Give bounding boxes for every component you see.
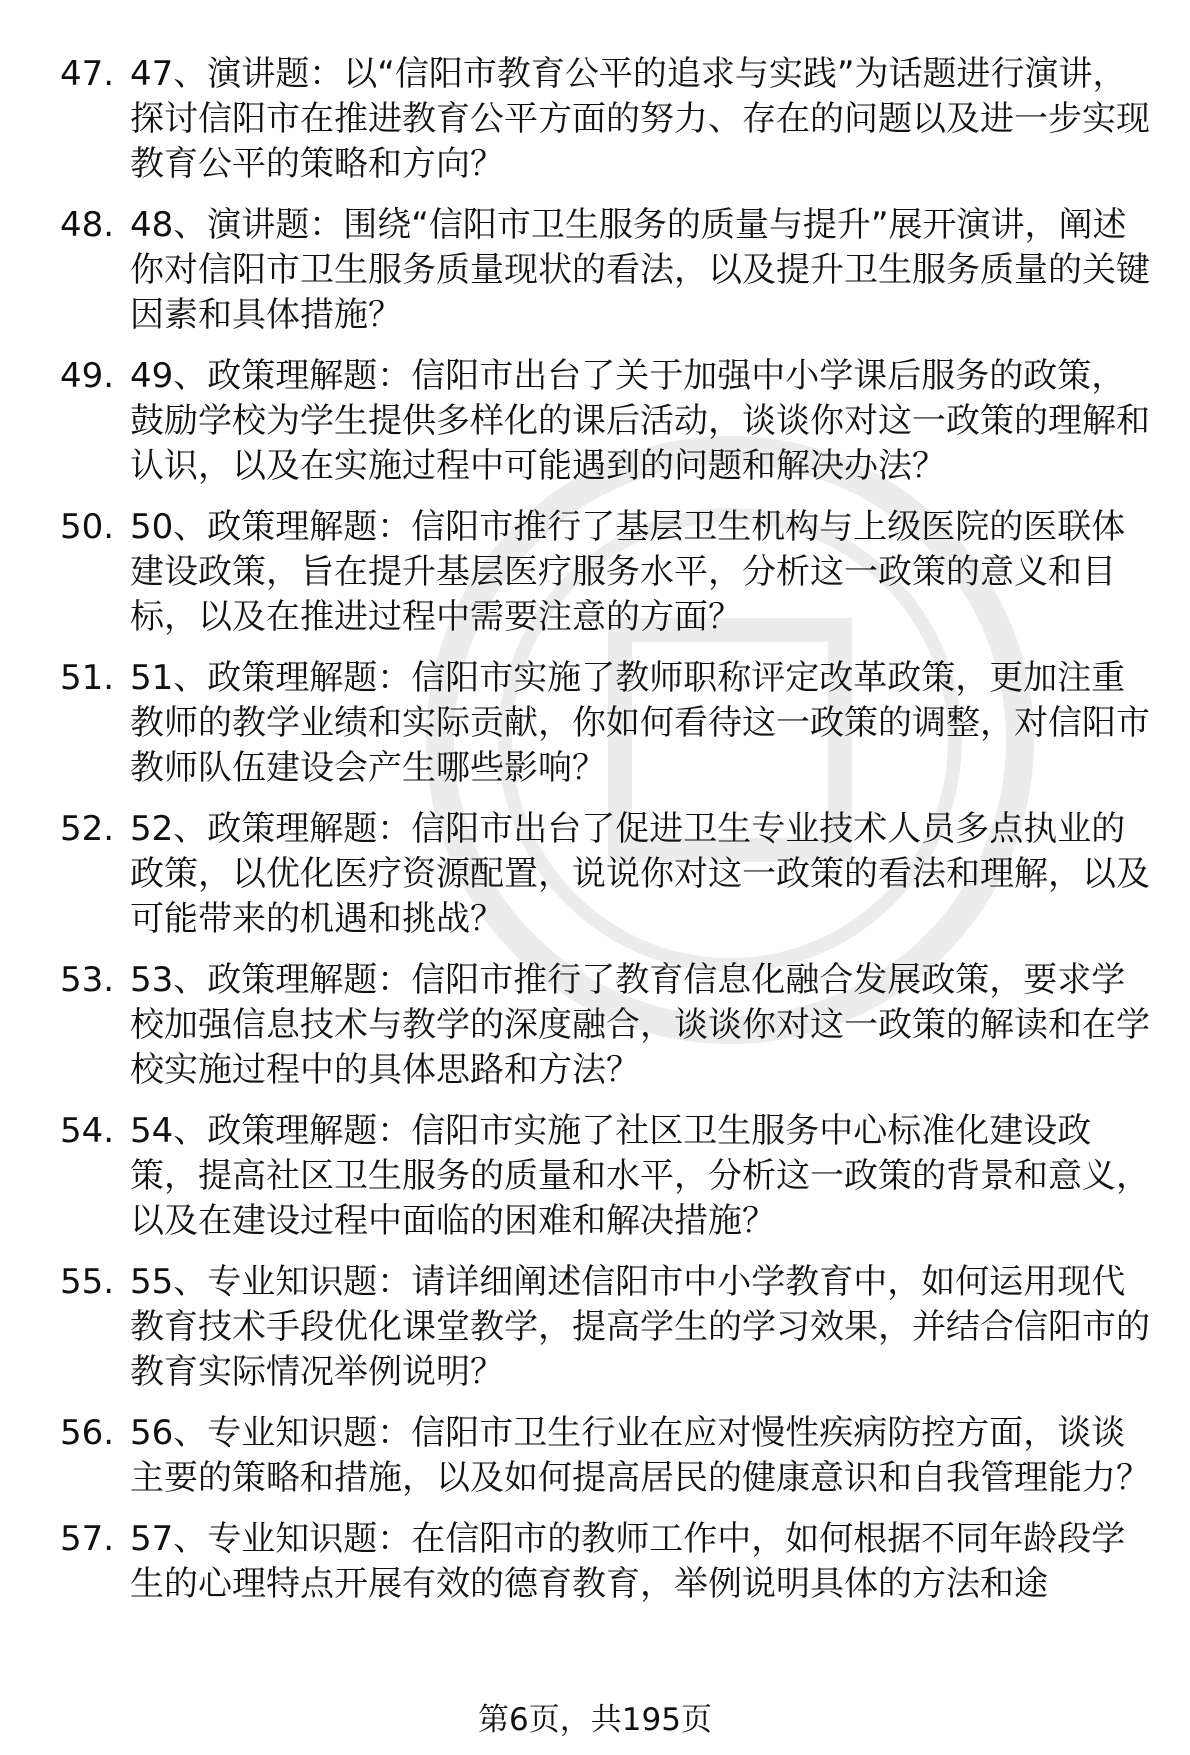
question-text: 52、政策理解题：信阳市出台了促进卫生专业技术人员多点执业的政策，以优化医疗资源配置，说说你对这一政策的看法和理解，以及可能带来的机遇和挑战？ [130,809,1150,939]
question-text: 57、专业知识题：在信阳市的教师工作中，如何根据不同年龄段学生的心理特点开展有效的德育教育，举例说明具体的方法和途 [130,1519,1126,1604]
question-item [60,1411,1150,1501]
question-text: 53、政策理解题：信阳市推行了教育信息化融合发展政策，要求学校加强信息技术与教学的深度融合，谈谈你对这一政策的解读和在学校实施过程中的具体思路和方法？ [130,960,1150,1090]
page-footer: 第6页，共195页 [478,1702,712,1738]
question-number: 52. [60,809,115,849]
question-list [60,52,1150,1623]
question-number: 49. [60,356,115,396]
question-number: 53. [60,960,115,1000]
question-text: 51、政策理解题：信阳市实施了教师职称评定改革政策，更加注重教师的教学业绩和实际贡献，你如何看待这一政策的调整，对信阳市教师队伍建设会产生哪些影响？ [130,658,1150,788]
question-text: 50、政策理解题：信阳市推行了基层卫生机构与上级医院的医联体建设政策，旨在提升基层医疗服务水平，分析这一政策的意义和目标，以及在推进过程中需要注意的方面？ [130,507,1126,637]
question-text: 47、演讲题：以“信阳市教育公平的追求与实践”为话题进行演讲，探讨信阳市在推进教育公平方面的努力、存在的问题以及进一步实现教育公平的策略和方向？ [130,54,1150,184]
question-text: 48、演讲题：围绕“信阳市卫生服务的质量与提升”展开演讲，阐述你对信阳市卫生服务质量现状的看法，以及提升卫生服务质量的关键因素和具体措施？ [130,205,1150,335]
question-text: 55、专业知识题：请详细阐述信阳市中小学教育中，如何运用现代教育技术手段优化课堂教学，提高学生的学习效果，并结合信阳市的教育实际情况举例说明？ [130,1262,1150,1392]
question-number: 54. [60,1111,115,1151]
question-number: 48. [60,205,115,245]
question-item [60,52,1150,187]
question-number: 51. [60,658,115,698]
question-number: 56. [60,1413,115,1453]
question-item [60,807,1150,942]
question-item [60,203,1150,338]
question-text: 56、专业知识题：信阳市卫生行业在应对慢性疾病防控方面，谈谈主要的策略和措施，以及如何提高居民的健康意识和自我管理能力？ [130,1413,1150,1498]
question-number: 57. [60,1519,115,1559]
question-item [60,958,1150,1093]
question-number: 50. [60,507,115,547]
question-item [60,354,1150,489]
question-item [60,1517,1150,1607]
question-number: 47. [60,54,115,94]
question-number: 55. [60,1262,115,1302]
question-item [60,656,1150,791]
question-item [60,1109,1150,1244]
question-text: 49、政策理解题：信阳市出台了关于加强中小学课后服务的政策，鼓励学校为学生提供多样化的课后活动，谈谈你对这一政策的理解和认识，以及在实施过程中可能遇到的问题和解决办法？ [130,356,1150,486]
question-item [60,505,1150,640]
question-item [60,1260,1150,1395]
question-text: 54、政策理解题：信阳市实施了社区卫生服务中心标准化建设政策，提高社区卫生服务的质量和水平，分析这一政策的背景和意义，以及在建设过程中面临的困难和解决措施？ [130,1111,1150,1241]
